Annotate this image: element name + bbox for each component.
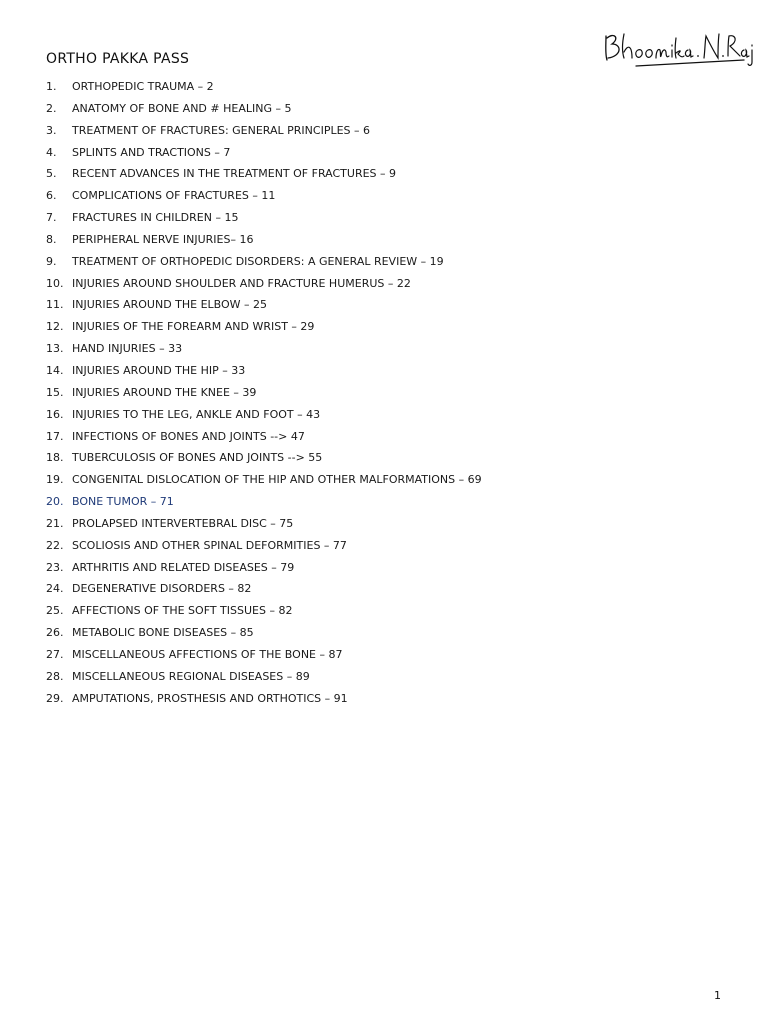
toc-item: [46, 385, 482, 407]
toc-item-number: 27.: [46, 647, 64, 661]
toc-item-number: 14.: [46, 363, 64, 377]
toc-item: [46, 647, 482, 669]
toc-item-number: 10.: [46, 276, 64, 290]
toc-item-text: TREATMENT OF FRACTURES: GENERAL PRINCIPLES – 6: [72, 123, 371, 137]
toc-item: [46, 472, 482, 494]
toc-item: [46, 516, 482, 538]
toc-item-number: 28.: [46, 669, 64, 683]
toc-item: [46, 560, 482, 582]
toc-item-number: 29.: [46, 691, 64, 705]
toc-item: [46, 145, 482, 167]
document-title: ORTHO PAKKA PASS: [46, 51, 190, 67]
toc-item-text: INJURIES AROUND THE ELBOW – 25: [72, 298, 268, 312]
toc-item-text: MISCELLANEOUS REGIONAL DISEASES – 89: [72, 669, 310, 683]
toc-item-number: 26.: [46, 626, 64, 640]
toc-item-text: INJURIES AROUND THE HIP – 33: [72, 363, 246, 377]
toc-item: [46, 669, 482, 691]
toc-item-number: 1.: [46, 80, 57, 93]
toc-item-text: RECENT ADVANCES IN THE TREATMENT OF FRACTURES – 9: [72, 167, 397, 181]
toc-item-number: 15.: [46, 385, 64, 399]
toc-item: [46, 341, 482, 363]
toc-item: [46, 538, 482, 560]
toc-item-number: 25.: [46, 604, 64, 618]
toc-item: [46, 210, 482, 232]
toc-item: [46, 450, 482, 472]
toc-item: [46, 363, 482, 385]
toc-item-text: PERIPHERAL NERVE INJURIES– 16: [72, 232, 254, 246]
toc-item-number: 7.: [46, 211, 57, 225]
toc-item: [46, 494, 482, 516]
toc-item-text: INJURIES TO THE LEG, ANKLE AND FOOT – 43: [72, 407, 321, 421]
toc-item: [46, 101, 482, 123]
toc-item-number: 18.: [46, 451, 64, 465]
toc-item-number: 22.: [46, 538, 64, 552]
toc-item-number: 6.: [46, 189, 57, 203]
toc-item-text: HAND INJURIES – 33: [72, 342, 183, 356]
toc-item: [46, 188, 482, 210]
toc-item-text: BONE TUMOR – 71: [72, 495, 174, 509]
toc-item: [46, 79, 482, 101]
toc-item-number: 17.: [46, 429, 64, 443]
toc-item-number: 12.: [46, 320, 64, 334]
toc-item-number: 5.: [46, 167, 57, 181]
toc-item: [46, 407, 482, 429]
toc-item: [46, 625, 482, 647]
toc-item-text: SCOLIOSIS AND OTHER SPINAL DEFORMITIES – 77: [72, 538, 347, 552]
toc-item-text: INJURIES AROUND SHOULDER AND FRACTURE HUMERUS – 22: [72, 276, 411, 290]
toc-item: [46, 254, 482, 276]
toc-item-text: METABOLIC BONE DISEASES – 85: [72, 626, 254, 640]
toc-item-text: COMPLICATIONS OF FRACTURES – 11: [72, 189, 276, 203]
toc-item-number: 20.: [46, 495, 64, 509]
toc-item-text: AMPUTATIONS, PROSTHESIS AND ORTHOTICS – 91: [72, 691, 348, 705]
toc-item: [46, 319, 482, 341]
toc-item-text: ANATOMY OF BONE AND # HEALING – 5: [72, 101, 292, 115]
toc-item: [46, 232, 482, 254]
toc-item-text: AFFECTIONS OF THE SOFT TISSUES – 82: [72, 604, 293, 618]
page-number: 1: [714, 989, 721, 1002]
toc-item-number: 8.: [46, 232, 57, 246]
toc-item-number: 21.: [46, 516, 64, 530]
toc-item-number: 2.: [46, 101, 57, 115]
toc-item-number: 13.: [46, 342, 64, 356]
toc-item-text: ARTHRITIS AND RELATED DISEASES – 79: [72, 560, 295, 574]
toc-item-text: CONGENITAL DISLOCATION OF THE HIP AND OTHER MALFORMATIONS – 69: [72, 473, 482, 487]
toc-item-text: INFECTIONS OF BONES AND JOINTS --> 47: [72, 429, 305, 443]
toc-item: [46, 166, 482, 188]
toc-item-number: 19.: [46, 473, 64, 487]
toc-item-text: PROLAPSED INTERVERTEBRAL DISC – 75: [72, 516, 294, 530]
toc-item-number: 24.: [46, 582, 64, 596]
toc-item: [46, 297, 482, 319]
toc-item-text: SPLINTS AND TRACTIONS – 7: [72, 145, 231, 159]
toc-item: [46, 691, 482, 713]
toc-item: [46, 429, 482, 451]
toc-item-number: 3.: [46, 123, 57, 137]
toc-item: [46, 123, 482, 145]
toc-item-text: TREATMENT OF ORTHOPEDIC DISORDERS: A GENERAL REVIEW – 19: [72, 254, 444, 268]
toc-item: [46, 581, 482, 603]
toc-item-text: FRACTURES IN CHILDREN – 15: [72, 211, 239, 225]
table-of-contents: [46, 79, 482, 712]
toc-item-number: 9.: [46, 254, 57, 268]
toc-item-text: ORTHOPEDIC TRAUMA – 2: [72, 80, 214, 93]
toc-item-number: 16.: [46, 407, 64, 421]
toc-item-number: 11.: [46, 298, 64, 312]
toc-item-number: 4.: [46, 145, 57, 159]
toc-item: [46, 603, 482, 625]
toc-item-text: INJURIES OF THE FOREARM AND WRIST – 29: [72, 320, 315, 334]
toc-item: [46, 276, 482, 298]
toc-item-text: TUBERCULOSIS OF BONES AND JOINTS --> 55: [72, 451, 323, 465]
toc-item-number: 23.: [46, 560, 64, 574]
toc-item-text: INJURIES AROUND THE KNEE – 39: [72, 385, 257, 399]
toc-item-text: DEGENERATIVE DISORDERS – 82: [72, 582, 252, 596]
handwritten-signature: [598, 26, 758, 70]
toc-item-text: MISCELLANEOUS AFFECTIONS OF THE BONE – 87: [72, 647, 343, 661]
